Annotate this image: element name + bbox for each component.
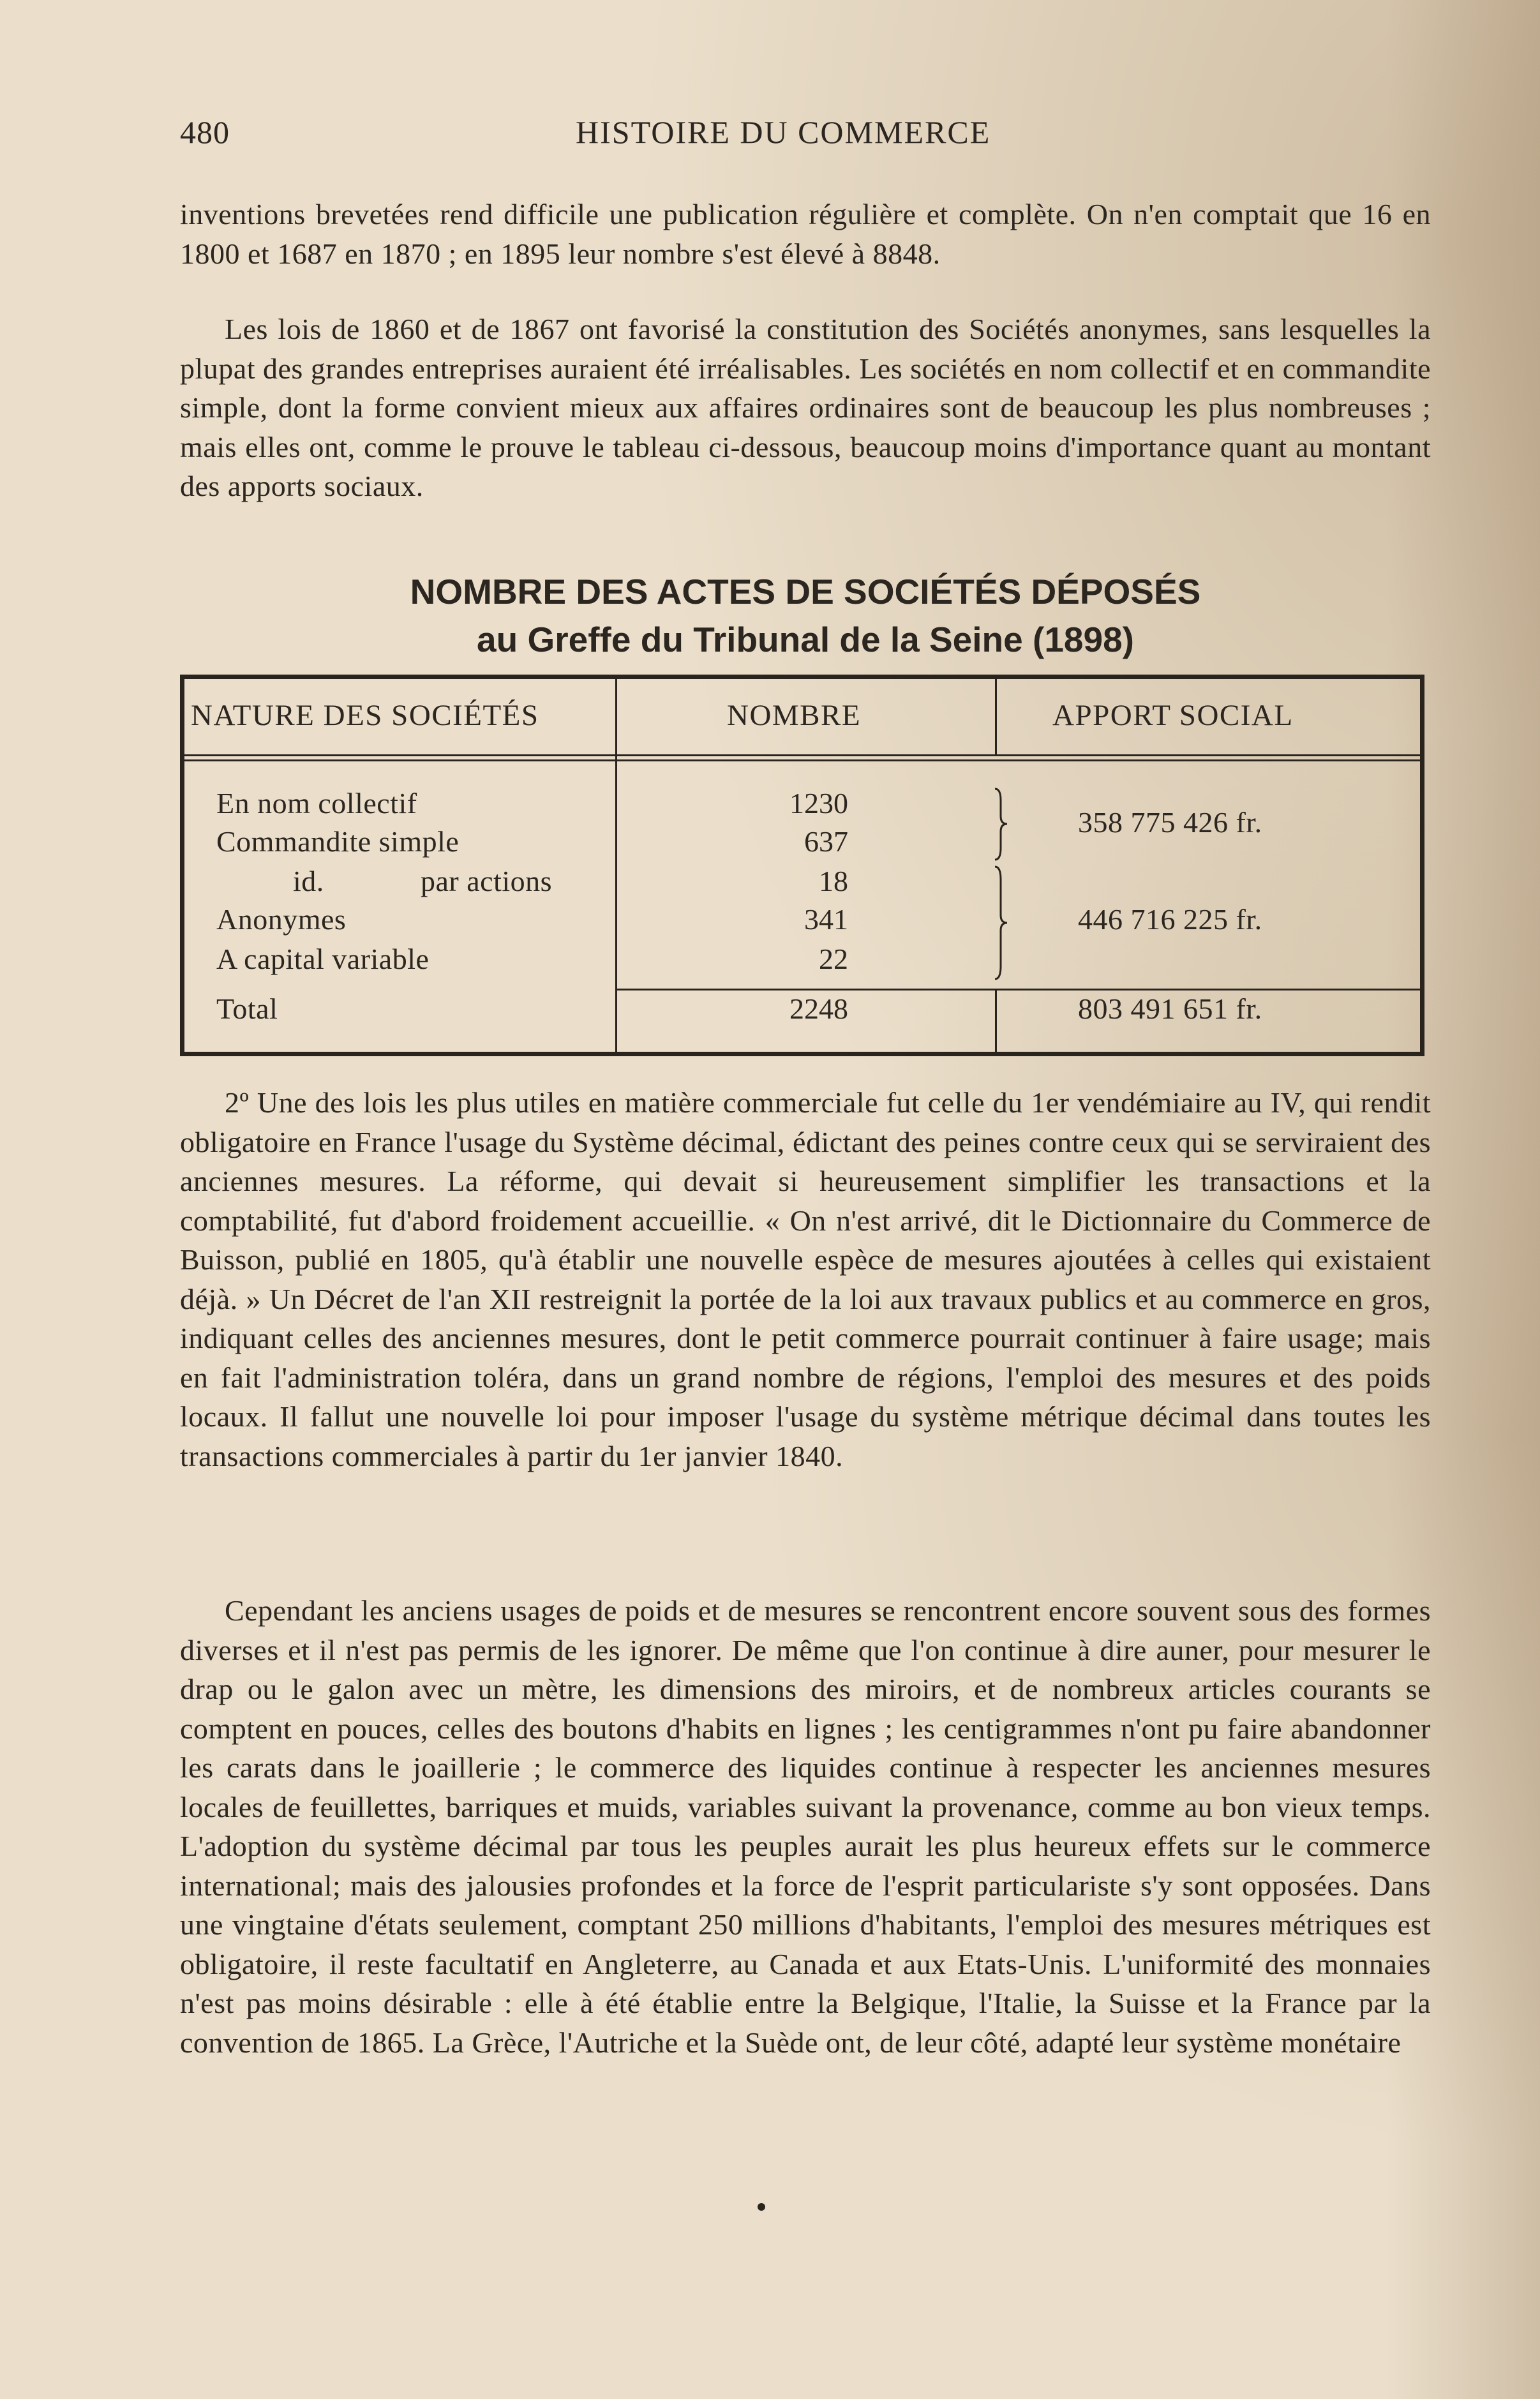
column-divider-1 [615, 679, 617, 1052]
row-nature-3: id. [293, 865, 324, 897]
row-nombre-2: 637 [804, 825, 848, 858]
running-title: HISTOIRE DU COMMERCE [576, 114, 991, 150]
page-number: 480 [180, 114, 230, 150]
paragraph-lois-societes: Les lois de 1860 et de 1867 ont favorisé la constitution des Sociétés anonymes, sans lesquelles la plupat des grandes entreprises auraient été irréalisables. Les sociétés en nom collectif et en commandite simple, dont la forme convient mieux aux affaires ordinaires sont de beaucoup les plus nombreuses ; mais elles ont, comme le prouve le tableau ci-dessous, beaucoup moins d'importance quant au montant des apports sociaux. [180, 313, 1431, 502]
societes-table [180, 675, 1424, 1056]
brace-group-2 [992, 865, 1011, 980]
total-apport: 803 491 651 fr. [1078, 992, 1262, 1025]
header-rule-double [184, 759, 1420, 761]
row-nature-1: En nom collectif [216, 787, 417, 819]
apport-group-1: 358 775 426 fr. [1078, 806, 1262, 839]
header-nature: NATURE DES SOCIÉTÉS [191, 699, 539, 732]
total-label: Total [216, 992, 278, 1025]
paragraph-systeme-decimal: 2º Une des lois les plus utiles en matière commerciale fut celle du 1er vendémiaire au IV, qui rendit obligatoire en France l'usage du Système décimal, édictant des peines contre ceux qui se serviraient des anciennes mesures. La réforme, qui devait si heureusement simplifier les transactions et la comptabilité, fut d'abord froidement accueillie. « On n'est arrivé, dit le Dictionnaire du Commerce de Buisson, publié en 1805, qu'à établir une nouvelle espèce de mesures ajoutées à celles qui existaient déjà. » Un Décret de l'an XII restreignit la portée de la loi aux travaux publics et au commerce en gros, indiquant celles des anciennes mesures, dont le petit commerce pourrait continuer à faire usage; mais en fait l'administration toléra, dans un grand nombre de régions, l'emploi des mesures et des poids locaux. Il fallut une nouvelle loi pour imposer l'usage du système métrique décimal dans toutes les transactions commerciales à partir du 1er janvier 1840. [180, 1086, 1431, 1472]
total-nombre: 2248 [789, 992, 848, 1025]
apport-group-2: 446 716 225 fr. [1078, 903, 1262, 936]
header-apport: APPORT SOCIAL [1052, 699, 1294, 732]
row-nature-5: A capital variable [216, 943, 430, 975]
paragraph-anciens-usages: Cependant les anciens usages de poids et de mesures se rencontrent encore souvent sous des formes diverses et il n'est pas permis de les ignorer. De même que l'on continue à dire auner, pour mesurer le drap ou le galon avec un mètre, les dimensions des miroirs, et de nombreux articles courants se comptent en pouces, celles des boutons d'habits en lignes ; les centigrammes n'ont pu faire abandonner les carats dans le joaillerie ; le commerce des liquides continue à respecter les anciennes mesures locales de feuillettes, barriques et muids, variables suivant la provenance, comme au bon vieux temps. L'adoption du système décimal par tous les peuples aurait les plus heureux effets sur le commerce international; mais des jalousies profondes et la force de l'esprit particulariste s'y sont opposées. Dans une vingtaine d'états seulement, comptant 250 millions d'habitants, l'emploi des mesures métriques est obligatoire, il reste facultatif en Angleterre, au Canada et aux Etats-Unis. L'uniformité des monnaies n'est pas moins désirable : elle à été établie entre la Belgique, l'Italie, la Suisse et la France par la convention de 1865. La Grèce, l'Autriche et la Suède ont, de leur côté, adapté leur système monétaire [180, 1594, 1431, 2059]
table-title: NOMBRE DES ACTES DE SOCIÉTÉS DÉPOSÉS [410, 572, 1201, 611]
header-rule [184, 754, 1420, 756]
header-nombre: NOMBRE [727, 699, 862, 732]
row-nombre-1: 1230 [789, 787, 848, 819]
page-header [180, 114, 1431, 158]
row-nature-2: Commandite simple [216, 825, 460, 858]
row-nature-3-suffix: par actions [421, 865, 553, 897]
column-divider-2-header [995, 679, 997, 754]
row-nombre-5: 22 [819, 943, 848, 975]
paragraph-inventions: inventions brevetées rend difficile une publication régulière et complète. On n'en comptait que 16 en 1800 et 1687 en 1870 ; en 1895 leur nombre s'est élevé à 8848. [180, 198, 1431, 270]
table-subtitle: au Greffe du Tribunal de la Seine (1898) [476, 620, 1134, 659]
brace-group-1 [992, 788, 1011, 861]
row-nombre-3: 18 [819, 865, 848, 897]
footer-ornament [758, 2203, 765, 2211]
row-nature-4: Anonymes [216, 903, 347, 936]
row-nombre-4: 341 [804, 903, 848, 936]
column-divider-2-total [995, 989, 997, 1052]
total-rule [615, 989, 1420, 990]
